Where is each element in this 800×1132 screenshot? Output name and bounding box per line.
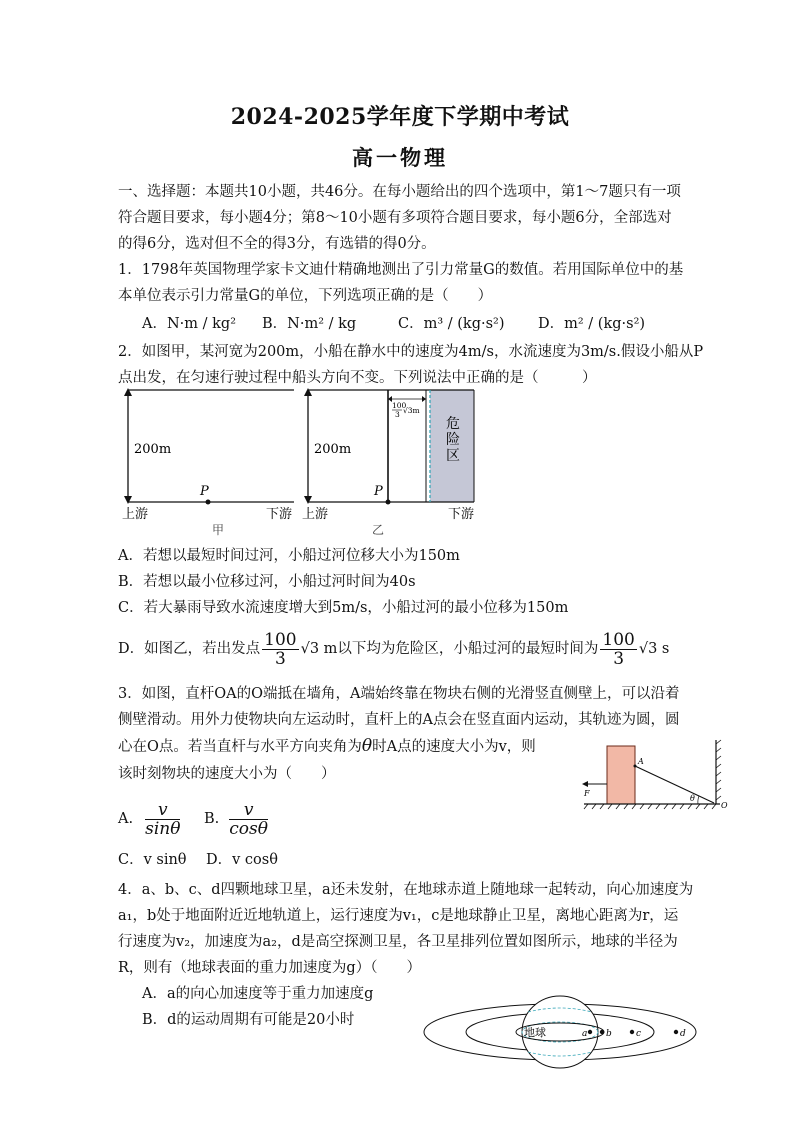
q3-option-c: C．v sinθ xyxy=(118,852,187,868)
satellite-d-label: d xyxy=(680,1029,686,1039)
exam-title: 2024-2025学年度下学期中考试 xyxy=(230,104,570,130)
q2-option-d xyxy=(118,628,669,670)
point-p-label-a: P xyxy=(200,484,209,499)
q3-option-b-label: B. xyxy=(204,811,220,827)
section-instructions-line1: 一、选择题：本题共10小题，共46分。在每小题给出的四个选项中，第1～7题只有一项 xyxy=(118,184,681,200)
fraction xyxy=(145,801,180,838)
arrow-down-icon xyxy=(124,496,132,504)
arrow-right-icon xyxy=(422,396,426,402)
dimension-rest: √3m xyxy=(403,406,420,415)
q4-stem-line3: 行速度为v₂，加速度为a₂，d是高空探测卫星，各卫星排列位置如图所示，地球的半径为 xyxy=(118,934,678,950)
q3-stem-line3 xyxy=(118,738,536,755)
q1-option-c: C．m³ / (kg·s²) xyxy=(398,316,505,332)
section-instructions-line3: 的得6分，选对但不全的得3分，有选错的得0分。 xyxy=(118,236,436,252)
danger-char-1: 危 xyxy=(446,416,460,432)
q2-stem-line2: 点出发，在匀速行驶过程中船头方向不变。下列说法中正确的是（ ） xyxy=(118,370,597,386)
q4-option-b: B．d的运动周期有可能是20小时 xyxy=(142,1012,355,1028)
numerator: 100 xyxy=(602,629,635,650)
q2-option-c: C．若大暴雨导致水流速度增大到5m/s，小船过河的最小位移为150m xyxy=(118,600,569,616)
satellite-a-label: a xyxy=(582,1029,588,1039)
q4-stem-line2: a₁，b处于地面附近近地轨道上，运行速度为v₁，c是地球静止卫星，离地心距离为r，运 xyxy=(118,908,679,924)
downstream-label-a: 下游 xyxy=(266,507,293,522)
dimension-denominator: 3 xyxy=(395,410,400,419)
point-p-dot xyxy=(206,500,211,505)
q1-option-b: B．N·m² / kg xyxy=(262,316,357,332)
figure-caption-a: 甲 xyxy=(212,523,225,536)
q4-stem-line4: R，则有（地球表面的重力加速度为g）（ ） xyxy=(118,960,421,976)
q4-orbit-figure xyxy=(420,992,720,1072)
q3-stem-line3-post: 时A点的速度大小为v，则 xyxy=(372,739,536,755)
numerator: v xyxy=(145,801,180,820)
q3-option-a xyxy=(118,796,182,842)
downstream-label-b: 下游 xyxy=(448,507,475,522)
arrow-up-icon xyxy=(124,388,132,396)
point-p-dot xyxy=(386,500,391,505)
q2-option-b: B．若想以最小位移过河，小船过河时间为40s xyxy=(118,574,416,590)
q1-stem-line2: 本单位表示引力常量G的单位，下列选项正确的是（ ） xyxy=(118,288,493,304)
river-b-width-label: 200m xyxy=(314,442,352,457)
numerator: v xyxy=(229,801,268,820)
earth-label: 地球 xyxy=(524,1026,546,1039)
q3-option-d: D．v cosθ xyxy=(206,852,278,868)
angle-arc xyxy=(698,796,699,804)
satellite-d xyxy=(674,1030,678,1034)
denominator: cosθ xyxy=(229,818,268,839)
rod-oa xyxy=(635,766,714,803)
dimension-numerator: 100 xyxy=(392,401,407,410)
q2-stem-line1: 2．如图甲，某河宽为200m，小船在静水中的速度为4m/s，水流速度为3m/s.假设小船从P xyxy=(118,344,704,360)
point-a-label: A xyxy=(638,757,644,766)
q3-rod-figure xyxy=(580,738,740,814)
q3-stem-line1: 3．如图，直杆OA的O端抵在墙角，A端始终靠在物块右侧的光滑竖直侧壁上，可以沿着 xyxy=(118,686,680,702)
q1-option-d: D．m² / (kg·s²) xyxy=(538,316,646,332)
q3-stem-line2: 侧壁滑动。用外力使物块向左运动时，直杆上的A点会在竖直面内运动，其轨迹为圆，圆 xyxy=(118,712,680,728)
angle-theta-label: θ xyxy=(690,794,695,803)
denominator: 3 xyxy=(274,648,286,669)
section-instructions-line2: 符合题目要求，每小题4分；第8～10小题有多项符合题目要求，每小题6分，全部选对 xyxy=(118,210,672,226)
satellite-c-label: c xyxy=(636,1029,642,1039)
upstream-label-b: 上游 xyxy=(302,507,329,522)
q1-option-a: A．N·m / kg² xyxy=(142,316,237,332)
q3-option-a-label: A. xyxy=(118,811,134,827)
fraction xyxy=(600,631,636,668)
block xyxy=(607,746,635,804)
q1-stem-line1: 1．1798年英国物理学家卡文迪什精确地测出了引力常量G的数值。若用国际单位中的基 xyxy=(118,262,684,278)
theta-symbol: θ xyxy=(361,736,373,756)
q2-option-d-mid: √3 m以下均为危险区，小船过河的最短时间为 xyxy=(300,641,599,657)
denominator: 3 xyxy=(613,648,625,669)
ground-hatch xyxy=(584,804,716,809)
figure-caption-b: 乙 xyxy=(372,523,385,536)
force-f-label: F xyxy=(584,789,590,798)
q2-option-d-pre: D．如图乙，若出发点 xyxy=(118,641,261,657)
satellite-c xyxy=(630,1030,634,1034)
danger-char-3: 区 xyxy=(446,448,460,464)
satellite-b xyxy=(600,1030,604,1034)
q2-option-a: A．若想以最短时间过河，小船过河位移大小为150m xyxy=(118,548,460,564)
q3-stem-line4: 该时刻物块的速度大小为（ ） xyxy=(118,766,336,782)
q3-stem-line3-pre: 心在O点。若当直杆与水平方向夹角为 xyxy=(118,739,362,755)
upstream-label-a: 上游 xyxy=(122,507,149,522)
fraction xyxy=(229,801,268,838)
arrow-up-icon xyxy=(304,388,312,396)
wall-hatch xyxy=(716,740,721,800)
fraction xyxy=(262,631,298,668)
point-a-dot xyxy=(634,765,637,768)
q2-option-d-end: √3 s xyxy=(638,641,670,657)
point-o-label: O xyxy=(721,801,728,810)
arrow-left-icon xyxy=(582,781,588,787)
q4-option-a: A．a的向心加速度等于重力加速度g xyxy=(142,986,374,1002)
q4-stem-line1: 4．a、b、c、d四颗地球卫星，a还未发射，在地球赤道上随地球一起转动，向心加速度为 xyxy=(118,882,694,898)
q2-river-figure xyxy=(118,386,480,536)
arrow-down-icon xyxy=(304,496,312,504)
q3-option-b xyxy=(204,796,270,842)
exam-subtitle: 高一物理 xyxy=(352,145,448,170)
numerator: 100 xyxy=(264,629,297,650)
danger-char-2: 险 xyxy=(446,432,460,448)
denominator: sinθ xyxy=(145,818,181,839)
point-p-label-b: P xyxy=(374,484,383,499)
satellite-b-label: b xyxy=(606,1029,612,1039)
river-a-width-label: 200m xyxy=(134,442,172,457)
satellite-a xyxy=(588,1030,592,1034)
